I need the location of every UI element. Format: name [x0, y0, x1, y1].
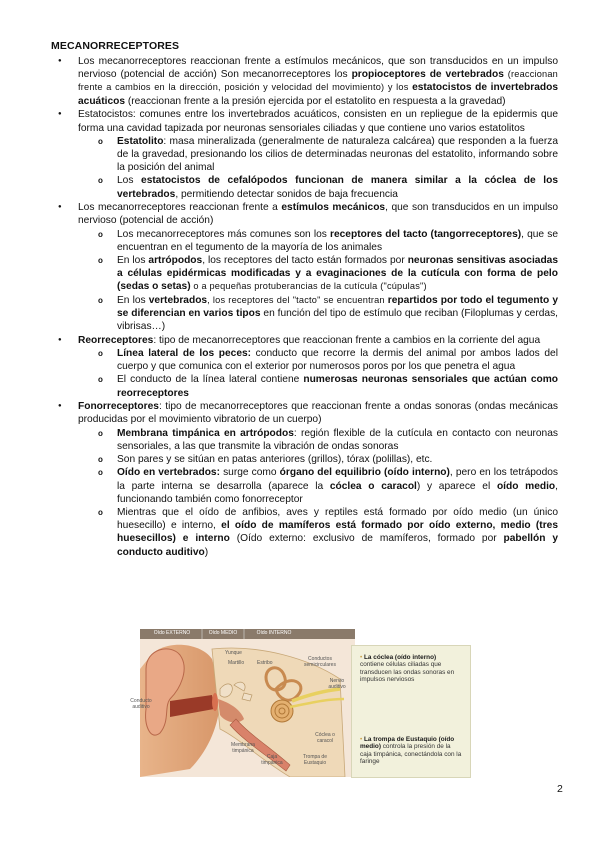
label-trompa-eustaquio: Trompa de Eustaquio [303, 754, 327, 766]
sub-bullet-oido-vertebrados: o Oído en vertebrados: surge como órgano del equilibrio (oído interno), pero en los tetrápodos la parte interna se desarrolla (aparece la cóclea o caracol) y aparece el oído medio, funcionando también como fonorreceptor [98, 466, 558, 506]
sub-bullet-estatolito: o Estatolito: masa mineralizada (generalmente de naturaleza calcárea) que responden a la fuerza de la gravedad, presionando los cilios de determinadas neuronas del estatolito, informando sobre la posición del animal [98, 135, 558, 175]
sub-bullet-oido-mamiferos: o Mientras que el oído de anfibios, aves y reptiles está formado por oído medio (un único huesecillo) e interno, el oído de mamíferos está formado por oído externo, medio (tres huesecillos) e interno (Oído externo: exclusivo de mamíferos, formado por pabellón y conducto auditivo) [98, 506, 558, 559]
page-number: 2 [557, 783, 563, 795]
label-oido-externo: Oído EXTERNO [153, 630, 191, 636]
bullet-reorreceptores: ● Reorreceptores: tipo de mecanorreceptores que reaccionan frente a cambios en la corriente del agua o Línea lateral de los peces: conducto que recorre la dermis del animal por ambos lados del cuerpo y que comunica con el exterior por numerosos poros por los que penetra el agua o El conducto de la línea lateral contiene numerosas neuronas sensoriales que actúan como reorreceptores [58, 334, 558, 400]
label-oido-medio: Oído MEDIO [208, 630, 238, 636]
sub-bullet-pares: o Son pares y se sitúan en patas anteriores (grillos), tórax (polillas), etc. [98, 453, 558, 466]
sub-bullet-artropodos: o En los artrópodos, los receptores del tacto están formados por neuronas sensitivas asociadas a células epidérmicas modificadas y a evaginaciones de la cutícula con forma de pelo (sedas o setas) o a pequeñas protuberancias de la cutícula ("cúpulas") [98, 254, 558, 294]
bullet-estimulos-mecanicos: ● Los mecanorreceptores reaccionan frente a estímulos mecánicos, que son transducidos en un impulso nervioso (potencial de acción) o Los mecanorreceptores más comunes son los receptores del tacto (tangorreceptores), que se encuentran en el tegumento de la mayoría de los animales o En los artrópodos, los receptores del tacto están formados por neuronas sensitivas asociadas a células epidérmicas modificadas y a evaginaciones de la cutícula con forma de pelo (sedas o setas) o a pequeñas protuberancias de la cutícula ("cúpulas") o En los vertebrados, los receptores del "tacto" se encuentran repartidos por todo el tegumento y se diferencian en varios tipos en función del tipo de estímulo que reciban (Filoplumas y cerdas, vibrisas…) [58, 201, 558, 333]
sub-bullet-conducto-linea-lateral: o El conducto de la línea lateral contiene numerosas neuronas sensoriales que actúan como reorreceptores [98, 373, 558, 399]
label-caja-timpanica: Caja timpánica [261, 754, 283, 766]
figure-side-panel [351, 645, 471, 778]
bullet-fonorreceptores: ● Fonorreceptores: tipo de mecanorreceptores que reaccionan frente a ondas sonoras (ondas mecánicas producidas por el movimiento vibratorio de un cuerpo) o Membrana timpánica en artrópodos: región flexible de la cutícula en contacto con neuronas sensoriales, a las que transmite la vibración de ondas sonoras o Son pares y se sitúan en patas anteriores (grillos), tórax (polillas), etc. o Oído en vertebrados: surge como órgano del equilibrio (oído interno), pero en los tetrápodos la parte interna se desarrolla (aparece la cóclea o caracol) y aparece el oído medio, funcionando también como fonorreceptor o Mientras que el oído de anfibios, aves y reptiles está formado por oído medio (un único huesecillo) e interno, el oído de mamíferos está formado por oído externo, medio (tres huesecillos) e interno (Oído externo: exclusivo de mamíferos, formado por pabellón y conducto auditivo) [58, 400, 558, 558]
label-oido-interno: Oído INTERNO [256, 630, 292, 636]
sub-bullet-membrana-timpanica: o Membrana timpánica en artrópodos: región flexible de la cutícula en contacto con neuronas sensoriales, a las que transmite la vibración de ondas sonoras [98, 427, 558, 453]
main-content [58, 55, 558, 559]
label-yunque: Yunque [225, 650, 242, 656]
section-title: MECANORRECEPTORES [51, 40, 180, 52]
bullet-mecanorreceptores-intro: ● Los mecanorreceptores reaccionan frente a estímulos mecánicos, que son transducidos en un impulso nervioso (potencial de acción) Son mecanorreceptores los propioceptores de vertebrados (reaccionan frente a cambios en la dirección, posición y velocidad del movimiento) y los estatocistos de invertebrados acuáticos (reaccionan frente a la presión ejercida por el estatolito en respuesta a la gravedad) [58, 55, 558, 108]
bullet-estatocistos: ● Estatocistos: comunes entre los invertebrados acuáticos, consisten en un repliegue de la epidermis que forma una cavidad tapizada por neuronas sensoriales ciliadas y que contiene uno varios estatolitos o Estatolito: masa mineralizada (generalmente de naturaleza calcárea) que responden a la fuerza de la gravedad, presionando los cilios de determinadas neuronas del estatolito, informando sobre la posición del animal o Los estatocistos de cefalópodos funcionan de manera similar a la cóclea de los vertebrados, permitiendo detectar sonidos de baja frecuencia [58, 108, 558, 200]
label-estribo: Estribo [257, 660, 273, 666]
label-conducto-auditivo: Conducto auditivo [130, 698, 152, 710]
panel-eustaquio-text: • La trompa de Eustaquio (oído medio) controla la presión de la caja timpánica, conectándola con la faringe [360, 736, 462, 766]
sub-bullet-tacto: o Los mecanorreceptores más comunes son los receptores del tacto (tangorreceptores), que se encuentran en el tegumento de la mayoría de los animales [98, 228, 558, 254]
sub-bullet-vertebrados: o En los vertebrados, los receptores del "tacto" se encuentran repartidos por todo el tegumento y se diferencian en varios tipos en función del tipo de estímulo que reciban (Filoplumas y cerdas, vibrisas…) [98, 294, 558, 334]
label-membrana-timpanica: Membrana timpánica [231, 742, 255, 754]
panel-coclea-text: • La cóclea (oído interno) contiene células ciliadas que transducen las ondas sonoras en impulsos nerviosos [360, 654, 455, 684]
label-martillo: Martillo [228, 660, 245, 666]
sub-bullet-linea-lateral: o Línea lateral de los peces: conducto que recorre la dermis del animal por ambos lados del cuerpo y que comunica con el exterior por numerosos poros por los que penetra el agua [98, 347, 558, 373]
label-conductos-semicirculares: Conductos semicirculares [304, 656, 336, 668]
sub-bullet-cefalopodos: o Los estatocistos de cefalópodos funcionan de manera similar a la cóclea de los vertebrados, permitiendo detectar sonidos de baja frecuencia [98, 174, 558, 200]
label-nervio-auditivo: Nervio auditivo [328, 678, 346, 690]
label-coclea: Cóclea o caracol [315, 732, 335, 744]
